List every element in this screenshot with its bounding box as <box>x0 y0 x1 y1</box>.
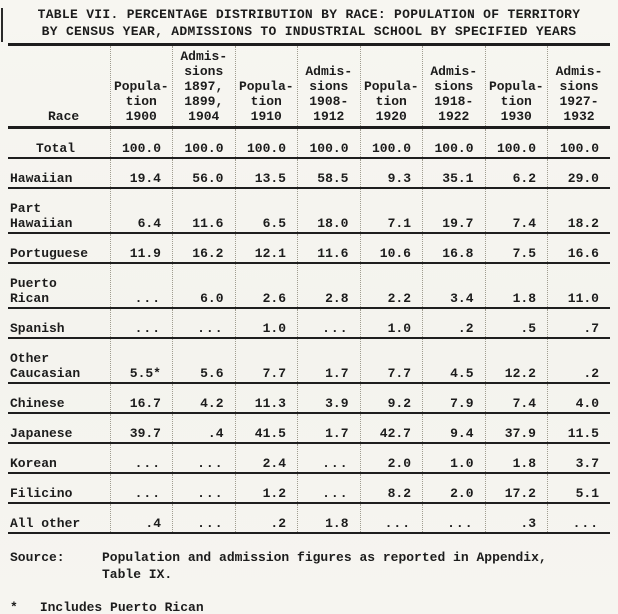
table-cell: 39.7 <box>110 413 173 443</box>
row-label <box>8 413 110 443</box>
column-header-line: 1904 <box>188 109 220 124</box>
column-header-line: sions <box>559 79 599 94</box>
title-line-2: BY CENSUS YEAR, ADMISSIONS TO INDUSTRIAL SCHOOL BY SPECIFIED YEARS <box>41 24 577 39</box>
table-cell: 6.4 <box>110 188 173 233</box>
column-header-line: 1910 <box>250 109 282 124</box>
table-cell: 29.0 <box>548 158 611 188</box>
column-header <box>360 46 423 128</box>
table-cell: 100.0 <box>485 128 548 159</box>
table-row <box>8 413 610 443</box>
table-row <box>8 473 610 503</box>
row-label-line: Rican <box>10 291 50 306</box>
row-label-line: Portuguese <box>10 246 89 261</box>
table-cell: 1.7 <box>298 413 361 443</box>
column-header-line: 1897, <box>184 79 224 94</box>
table-cell: 35.1 <box>423 158 486 188</box>
table-row <box>8 308 610 338</box>
column-header-line: Race <box>48 109 80 124</box>
column-header-line: sions <box>309 79 349 94</box>
table-cell: 6.2 <box>485 158 548 188</box>
table-row <box>8 443 610 473</box>
row-label <box>8 383 110 413</box>
table-cell: 1.0 <box>423 443 486 473</box>
column-header-line: Admis- <box>555 64 603 79</box>
table-cell: 100.0 <box>423 128 486 159</box>
table-cell: 1.8 <box>485 443 548 473</box>
table-cell: 16.8 <box>423 233 486 263</box>
column-header-line: 1908- <box>309 94 349 109</box>
table-cell: 7.1 <box>360 188 423 233</box>
row-label <box>8 473 110 503</box>
table-cell: 11.6 <box>298 233 361 263</box>
table-cell: 16.6 <box>548 233 611 263</box>
table-cell: ... <box>110 473 173 503</box>
table-cell: .2 <box>235 503 298 533</box>
footnote <box>8 599 610 614</box>
table-cell: 7.9 <box>423 383 486 413</box>
column-header-line: 1899, <box>184 94 224 109</box>
table-title <box>8 6 610 46</box>
table-cell: .5 <box>485 308 548 338</box>
table-cell: ... <box>173 473 236 503</box>
table-cell: 2.2 <box>360 263 423 308</box>
row-label-line: Puerto <box>10 276 57 291</box>
row-label <box>8 503 110 533</box>
table-cell: ... <box>110 308 173 338</box>
table-cell: 100.0 <box>548 128 611 159</box>
table-cell: 1.7 <box>298 338 361 383</box>
table-cell: 11.9 <box>110 233 173 263</box>
source-text <box>102 549 547 583</box>
table-cell: 5.5* <box>110 338 173 383</box>
table-cell: 1.0 <box>235 308 298 338</box>
table-cell: 9.3 <box>360 158 423 188</box>
table-cell: 18.2 <box>548 188 611 233</box>
table-cell: 5.1 <box>548 473 611 503</box>
table-cell: .7 <box>548 308 611 338</box>
table-cell: 100.0 <box>298 128 361 159</box>
column-header-line: tion <box>125 94 157 109</box>
table-cell: .3 <box>485 503 548 533</box>
table-cell: 7.5 <box>485 233 548 263</box>
table-cell: 37.9 <box>485 413 548 443</box>
column-header-line: tion <box>250 94 282 109</box>
row-label-line: Caucasian <box>10 366 81 381</box>
table-cell: 3.7 <box>548 443 611 473</box>
table-cell: ... <box>110 443 173 473</box>
source-line-1: Population and admission figures as reported in Appendix, <box>102 550 547 565</box>
column-header <box>298 46 361 128</box>
column-header-line: 1930 <box>500 109 532 124</box>
row-label-line: Chinese <box>10 396 65 411</box>
table-cell: 56.0 <box>173 158 236 188</box>
table-cell: 7.7 <box>235 338 298 383</box>
table-cell: 1.8 <box>485 263 548 308</box>
table-cell: 5.6 <box>173 338 236 383</box>
table-cell: ... <box>173 308 236 338</box>
table-cell: 42.7 <box>360 413 423 443</box>
column-header-line: sions <box>434 79 474 94</box>
column-header-line: Popula- <box>238 79 294 94</box>
data-table <box>8 46 610 534</box>
column-header-line: 1918- <box>434 94 474 109</box>
row-label-line: Part <box>10 201 42 216</box>
column-header <box>110 46 173 128</box>
row-label <box>8 188 110 233</box>
table-cell: ... <box>173 503 236 533</box>
table-row <box>8 158 610 188</box>
table-cell: 7.7 <box>360 338 423 383</box>
table-cell: 4.5 <box>423 338 486 383</box>
table-cell: 1.2 <box>235 473 298 503</box>
row-label <box>8 308 110 338</box>
row-label-line: Hawaiian <box>10 171 73 186</box>
row-label <box>8 158 110 188</box>
table-cell: 41.5 <box>235 413 298 443</box>
column-header-line: 1927- <box>559 94 599 109</box>
table-body <box>8 128 610 534</box>
column-header-line: 1900 <box>125 109 157 124</box>
table-cell: ... <box>110 263 173 308</box>
table-cell: 13.5 <box>235 158 298 188</box>
table-cell: ... <box>423 503 486 533</box>
table-cell: ... <box>173 443 236 473</box>
table-cell: 10.6 <box>360 233 423 263</box>
column-header-line: 1912 <box>313 109 345 124</box>
table-cell: 4.0 <box>548 383 611 413</box>
table-row <box>8 383 610 413</box>
row-label-line: Hawaiian <box>10 216 73 231</box>
column-header-line: Popula- <box>488 79 544 94</box>
table-cell: .4 <box>110 503 173 533</box>
table-cell: 7.4 <box>485 188 548 233</box>
table-cell: 19.4 <box>110 158 173 188</box>
column-header-line: Admis- <box>180 49 228 64</box>
column-header <box>173 46 236 128</box>
table-cell: .2 <box>548 338 611 383</box>
table-cell: 18.0 <box>298 188 361 233</box>
row-label <box>8 128 110 159</box>
table-cell: 11.0 <box>548 263 611 308</box>
column-header-line: Admis- <box>305 64 353 79</box>
source-line-2: Table IX. <box>102 567 173 582</box>
column-header-line: sions <box>184 64 224 79</box>
column-header-line: Popula- <box>113 79 169 94</box>
title-line-1: TABLE VII. PERCENTAGE DISTRIBUTION BY RACE: POPULATION OF TERRITORY <box>37 7 581 22</box>
table-cell: 16.7 <box>110 383 173 413</box>
table-cell: ... <box>298 443 361 473</box>
table-header <box>8 46 610 128</box>
table-cell: 2.4 <box>235 443 298 473</box>
table-cell: 17.2 <box>485 473 548 503</box>
row-label-line: All other <box>10 516 81 531</box>
footnote-text: Includes Puerto Rican <box>39 600 204 614</box>
table-cell: 2.6 <box>235 263 298 308</box>
table-row <box>8 263 610 308</box>
row-label-line: Korean <box>10 456 57 471</box>
table-row <box>8 128 610 159</box>
table-cell: 2.0 <box>423 473 486 503</box>
footnote-marker: * <box>10 600 18 614</box>
table-cell: 11.5 <box>548 413 611 443</box>
table-cell: 8.2 <box>360 473 423 503</box>
table-cell: .2 <box>423 308 486 338</box>
row-label-line: Spanish <box>10 321 65 336</box>
row-label <box>8 338 110 383</box>
table-cell: 12.1 <box>235 233 298 263</box>
table-cell: 6.5 <box>235 188 298 233</box>
row-label-line: Other <box>10 351 50 366</box>
header-row <box>8 46 610 128</box>
column-header-line: tion <box>500 94 532 109</box>
table-cell: 9.4 <box>423 413 486 443</box>
table-cell: 7.4 <box>485 383 548 413</box>
table-cell: 100.0 <box>235 128 298 159</box>
table-cell: 19.7 <box>423 188 486 233</box>
table-cell: 58.5 <box>298 158 361 188</box>
table-cell: ... <box>298 308 361 338</box>
row-label <box>8 233 110 263</box>
table-cell: 9.2 <box>360 383 423 413</box>
table-cell: ... <box>298 473 361 503</box>
table-cell: 16.2 <box>173 233 236 263</box>
table-row <box>8 233 610 263</box>
column-header <box>548 46 611 128</box>
column-header-line: 1920 <box>375 109 407 124</box>
table-cell: 4.2 <box>173 383 236 413</box>
table-row <box>8 188 610 233</box>
table-cell: 11.3 <box>235 383 298 413</box>
column-header-line: Admis- <box>430 64 478 79</box>
source-note <box>8 549 610 583</box>
table-cell: 100.0 <box>173 128 236 159</box>
column-header-line: Popula- <box>363 79 419 94</box>
row-label-line: Japanese <box>10 426 73 441</box>
table-cell: ... <box>548 503 611 533</box>
column-header <box>485 46 548 128</box>
table-cell: 11.6 <box>173 188 236 233</box>
table-cell: 6.0 <box>173 263 236 308</box>
column-header-line: 1932 <box>563 109 595 124</box>
column-header-line: tion <box>375 94 407 109</box>
table-row <box>8 503 610 533</box>
column-header-race <box>8 46 110 128</box>
table-cell: 3.9 <box>298 383 361 413</box>
column-header <box>423 46 486 128</box>
table-cell: 3.4 <box>423 263 486 308</box>
row-label <box>8 443 110 473</box>
row-label-line: Filicino <box>10 486 73 501</box>
row-label-line: Total <box>36 141 76 156</box>
row-label <box>8 263 110 308</box>
column-header-line: 1922 <box>438 109 470 124</box>
table-cell: 1.8 <box>298 503 361 533</box>
table-row <box>8 338 610 383</box>
table-cell: .4 <box>173 413 236 443</box>
table-cell: ... <box>360 503 423 533</box>
column-header <box>235 46 298 128</box>
table-cell: 2.8 <box>298 263 361 308</box>
table-cell: 2.0 <box>360 443 423 473</box>
table-cell: 100.0 <box>110 128 173 159</box>
scan-edge-artifact <box>1 8 3 42</box>
table-cell: 12.2 <box>485 338 548 383</box>
table-cell: 100.0 <box>360 128 423 159</box>
table-cell: 1.0 <box>360 308 423 338</box>
source-label: Source: <box>10 550 65 565</box>
